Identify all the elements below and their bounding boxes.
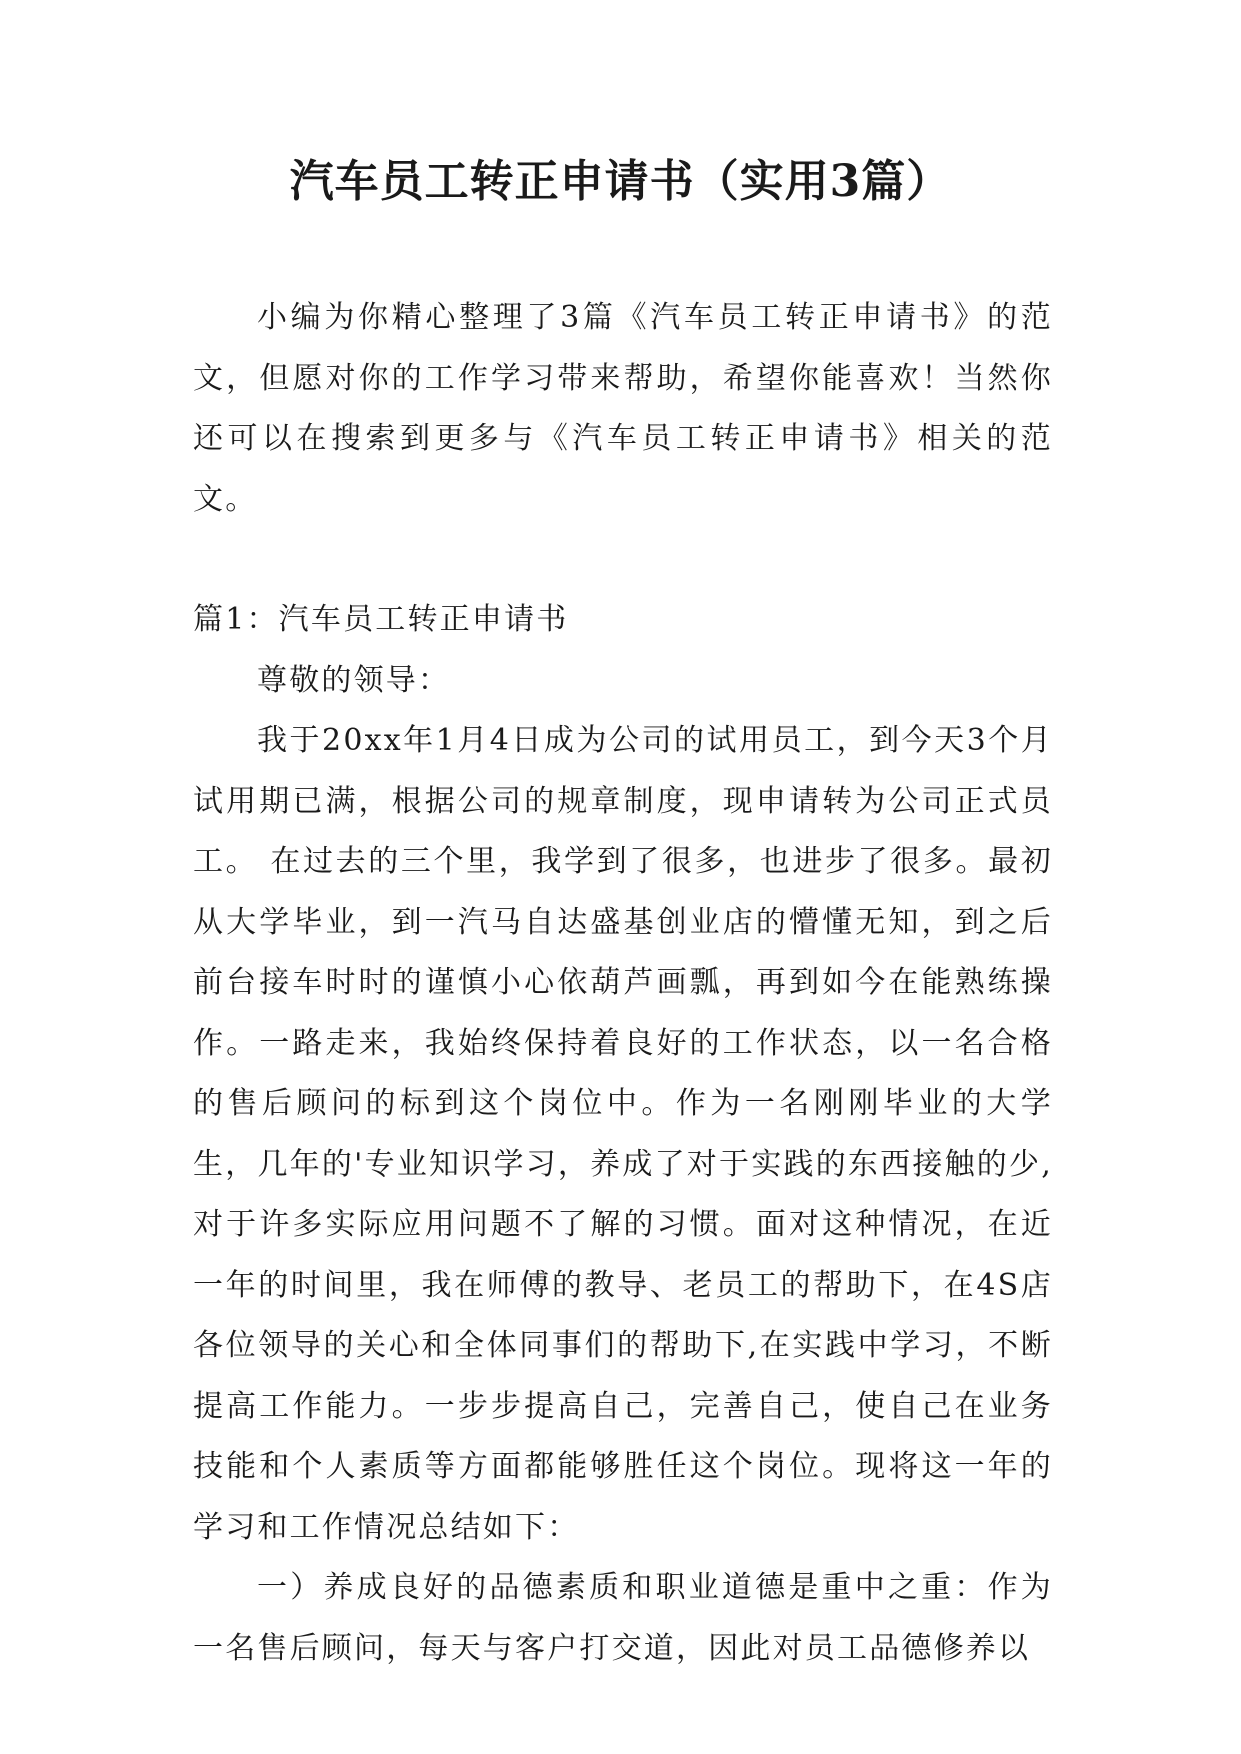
body-paragraph-2: 一）养成良好的品德素质和职业道德是重中之重：作为一名售后顾问，每天与客户打交道，因此对员工品德修养以 <box>193 1570 1053 1666</box>
document-title: 汽车员工转正申请书（实用3篇） <box>289 156 952 207</box>
document-body <box>193 288 1053 1679</box>
section-heading: 篇1：汽车员工转正申请书 <box>193 602 569 637</box>
intro-paragraph: 小编为你精心整理了3篇《汽车员工转正申请书》的范文，但愿对你的工作学习带来帮助，希望你能喜欢！当然你还可以在搜索到更多与《汽车员工转正申请书》相关的范文。 <box>193 300 1053 517</box>
salutation: 尊敬的领导： <box>257 662 451 698</box>
body-paragraph-1: 我于20xx年1月4日成为公司的试用员工，到今天3个月试用期已满，根据公司的规章制度，现申请转为公司正式员工。 在过去的三个里，我学到了很多，也进步了很多。最初从大学毕业，到一汽马自达盛基创业店的懵懂无知，到之后前台接车时时的谨慎小心依葫芦画瓢，再到如今在能熟练操作。一路走来，我始终保持着良好的工作状态，以一名合格的售后顾问的标到这个岗位中。作为一名刚刚毕业的大学生，几年的'专业知识学习，养成了对于实践的东西接触的少,对于许多实际应用问题不了解的习惯。面对这种情况，在近一年的时间里，我在师傅的教导、老员工的帮助下，在4S店各位领导的关心和全体同事们的帮助下,在实践中学习，不断提高工作能力。一步步提高自己，完善自己，使自己在业务技能和个人素质等方面都能够胜任这个岗位。现将这一年的学习和工作情况总结如下： <box>193 723 1053 1545</box>
